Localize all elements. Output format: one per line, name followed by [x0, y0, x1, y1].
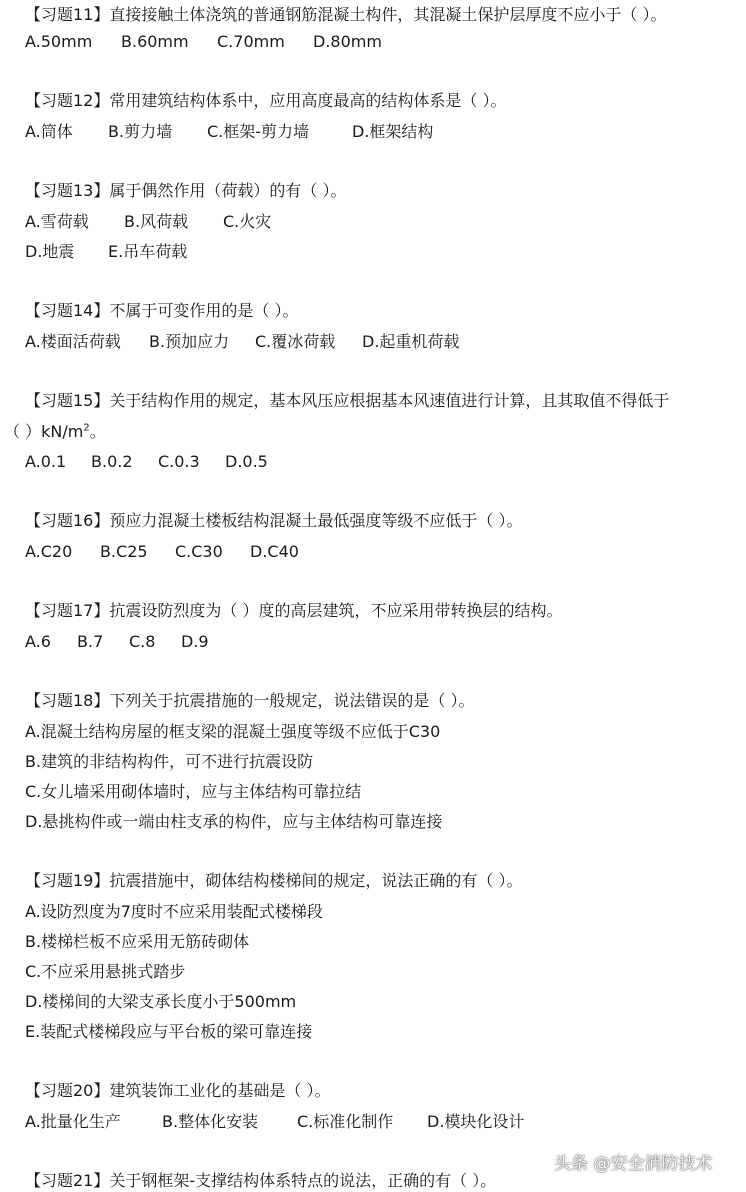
option-a: A.筒体	[25, 122, 73, 141]
option-a: A.批量化生产	[25, 1112, 121, 1131]
question-20-stem: 【习题20】建筑装饰工业化的基础是（ ）。	[25, 1081, 331, 1100]
option-b: B.整体化安装	[162, 1112, 259, 1131]
question-17-stem: 【习题17】抗震设防烈度为（ ）度的高层建筑，不应采用带转换层的结构。	[25, 601, 563, 620]
option-c: C.框架-剪力墙	[207, 122, 310, 141]
question-14-stem: 【习题14】不属于可变作用的是（ ）。	[25, 301, 299, 320]
option-a: A.6	[25, 632, 51, 651]
option-a: A.雪荷载	[25, 212, 89, 231]
question-19-option-d: D.楼梯间的大梁支承长度小于500mm	[25, 992, 297, 1011]
question-19-option-c: C.不应采用悬挑式踏步	[25, 962, 186, 981]
question-20-options	[25, 1111, 524, 1133]
option-c: C.70mm	[217, 32, 285, 51]
option-c: C.标准化制作	[297, 1112, 394, 1131]
question-19-option-a: A.设防烈度为7度时不应采用装配式楼梯段	[25, 902, 323, 921]
option-a: A.50mm	[25, 32, 93, 51]
option-d: D.0.5	[225, 452, 268, 471]
question-14-options	[25, 331, 459, 353]
question-21-stem: 【习题21】关于钢框架-支撑结构体系特点的说法，正确的有（ ）。	[25, 1171, 497, 1190]
question-12-options	[25, 121, 433, 143]
option-c: C.8	[129, 632, 156, 651]
option-d: D.80mm	[313, 32, 382, 51]
option-c: C.0.3	[158, 452, 200, 471]
question-15-stem-continued	[4, 421, 106, 443]
question-15-options	[25, 451, 268, 473]
option-d: D.9	[181, 632, 209, 651]
option-b: B.剪力墙	[108, 122, 173, 141]
option-a: A.C20	[25, 542, 73, 561]
option-b: B.预加应力	[149, 332, 230, 351]
option-d: D.C40	[250, 542, 299, 561]
question-16-stem: 【习题16】预应力混凝土楼板结构混凝土最低强度等级不应低于（ ）。	[25, 511, 523, 530]
option-b: B.C25	[100, 542, 148, 561]
option-b: B.7	[77, 632, 104, 651]
superscript: 2	[83, 422, 90, 434]
question-18-option-a: A.混凝土结构房屋的框支梁的混凝土强度等级不应低于C30	[25, 722, 441, 741]
question-18-option-c: C.女儿墙采用砌体墙时，应与主体结构可靠拉结	[25, 782, 362, 801]
option-c: C.覆冰荷载	[255, 332, 336, 351]
option-d: D.起重机荷载	[362, 332, 460, 351]
option-d: D.地震	[25, 242, 75, 261]
question-16-options	[25, 541, 299, 563]
option-b: B.60mm	[121, 32, 189, 51]
question-13-options-row2	[25, 241, 187, 263]
question-19-option-b: B.楼梯栏板不应采用无筋砖砌体	[25, 932, 250, 951]
question-13-options-row1	[25, 211, 271, 233]
question-17-options	[25, 631, 209, 653]
question-19-stem: 【习题19】抗震措施中，砌体结构楼梯间的规定，说法正确的有（ ）。	[25, 871, 523, 890]
question-11-stem: 【习题11】直接接触土体浇筑的普通钢筋混凝土构件，其混凝土保护层厚度不应小于（ ）。	[25, 5, 667, 24]
question-18-option-b: B.建筑的非结构构件，可不进行抗震设防	[25, 752, 314, 771]
question-15-stem: 【习题15】关于结构作用的规定，基本风压应根据基本风速值进行计算，且其取值不得低于	[25, 391, 670, 410]
option-a: A.0.1	[25, 452, 67, 471]
question-18-stem: 【习题18】下列关于抗震措施的一般规定，说法错误的是（ ）。	[25, 691, 475, 710]
stem-continuation: （ ）kN/m	[4, 422, 84, 441]
question-18-option-d: D.悬挑构件或一端由柱支承的构件，应与主体结构可靠连接	[25, 812, 443, 831]
watermark: 头条 @安全消防技术	[554, 1154, 713, 1174]
question-11-options	[25, 31, 382, 53]
option-b: B.0.2	[91, 452, 133, 471]
question-12-stem: 【习题12】常用建筑结构体系中，应用高度最高的结构体系是（ ）。	[25, 91, 507, 110]
stem-end: 。	[89, 422, 106, 441]
option-c: C.C30	[175, 542, 223, 561]
option-b: B.风荷载	[124, 212, 189, 231]
question-13-stem: 【习题13】属于偶然作用（荷载）的有（ ）。	[25, 181, 347, 200]
option-a: A.楼面活荷载	[25, 332, 121, 351]
option-d: D.模块化设计	[427, 1112, 525, 1131]
option-c: C.火灾	[223, 212, 272, 231]
question-19-option-e: E.装配式楼梯段应与平台板的梁可靠连接	[25, 1022, 313, 1041]
option-e: E.吊车荷载	[108, 242, 188, 261]
option-d: D.框架结构	[352, 122, 434, 141]
